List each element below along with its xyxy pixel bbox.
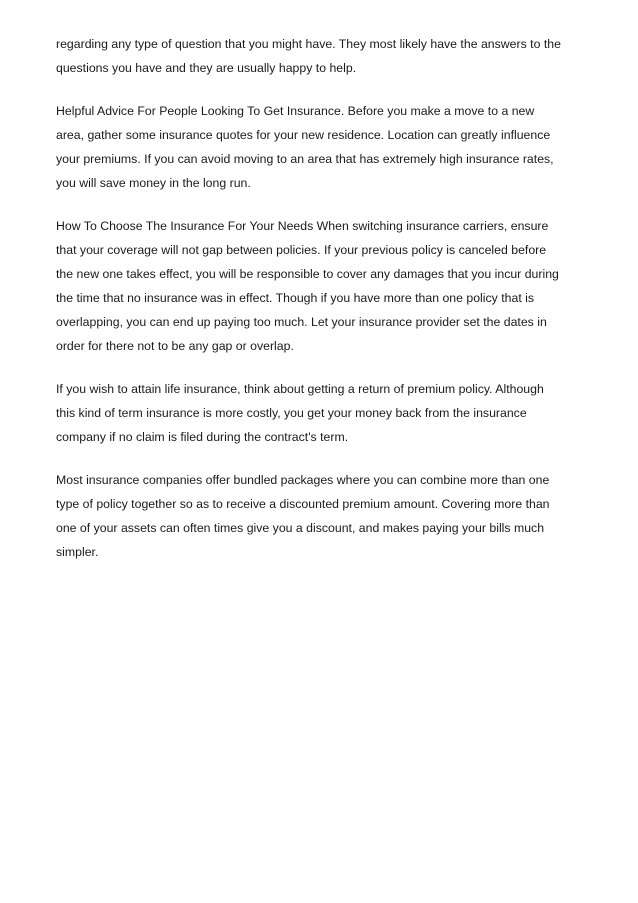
text-line: regarding any type of question that you might have. They most likely have the answers to the: [56, 37, 561, 51]
text-line: this kind of term insurance is more costly, you get your money back from the insurance: [56, 406, 527, 420]
text-line: How To Choose The Insurance For Your Needs When switching insurance carriers, ensure: [56, 219, 549, 233]
text-line: area, gather some insurance quotes for your new residence. Location can greatly influence: [56, 128, 551, 142]
paragraph-helpful-advice: [56, 99, 586, 195]
paragraph-choose-insurance: [56, 214, 586, 358]
paragraph-question-help: [56, 32, 586, 80]
text-line: company if no claim is filed during the contract's term.: [56, 430, 349, 444]
text-line: order for there not to be any gap or overlap.: [56, 339, 294, 353]
paragraph-bundled-packages: [56, 468, 586, 564]
text-line: one of your assets can often times give you a discount, and makes paying your bills much: [56, 521, 545, 535]
document-body: [56, 32, 586, 583]
paragraph-life-insurance: [56, 377, 586, 449]
text-line: questions you have and they are usually happy to help.: [56, 61, 357, 75]
text-line: overlapping, you can end up paying too much. Let your insurance provider set the dates in: [56, 315, 547, 329]
text-line: you will save money in the long run.: [56, 176, 251, 190]
text-line: Helpful Advice For People Looking To Get Insurance. Before you make a move to a new: [56, 104, 535, 118]
text-line: the new one takes effect, you will be responsible to cover any damages that you incur during: [56, 267, 559, 281]
text-line: your premiums. If you can avoid moving to an area that has extremely high insurance rates,: [56, 152, 554, 166]
text-line: simpler.: [56, 545, 99, 559]
text-line: If you wish to attain life insurance, think about getting a return of premium policy. Although: [56, 382, 544, 396]
text-line: type of policy together so as to receive a discounted premium amount. Covering more than: [56, 497, 550, 511]
text-line: that your coverage will not gap between policies. If your previous policy is canceled before: [56, 243, 547, 257]
text-line: Most insurance companies offer bundled packages where you can combine more than one: [56, 473, 550, 487]
text-line: the time that no insurance was in effect. Though if you have more than one policy that is: [56, 291, 535, 305]
